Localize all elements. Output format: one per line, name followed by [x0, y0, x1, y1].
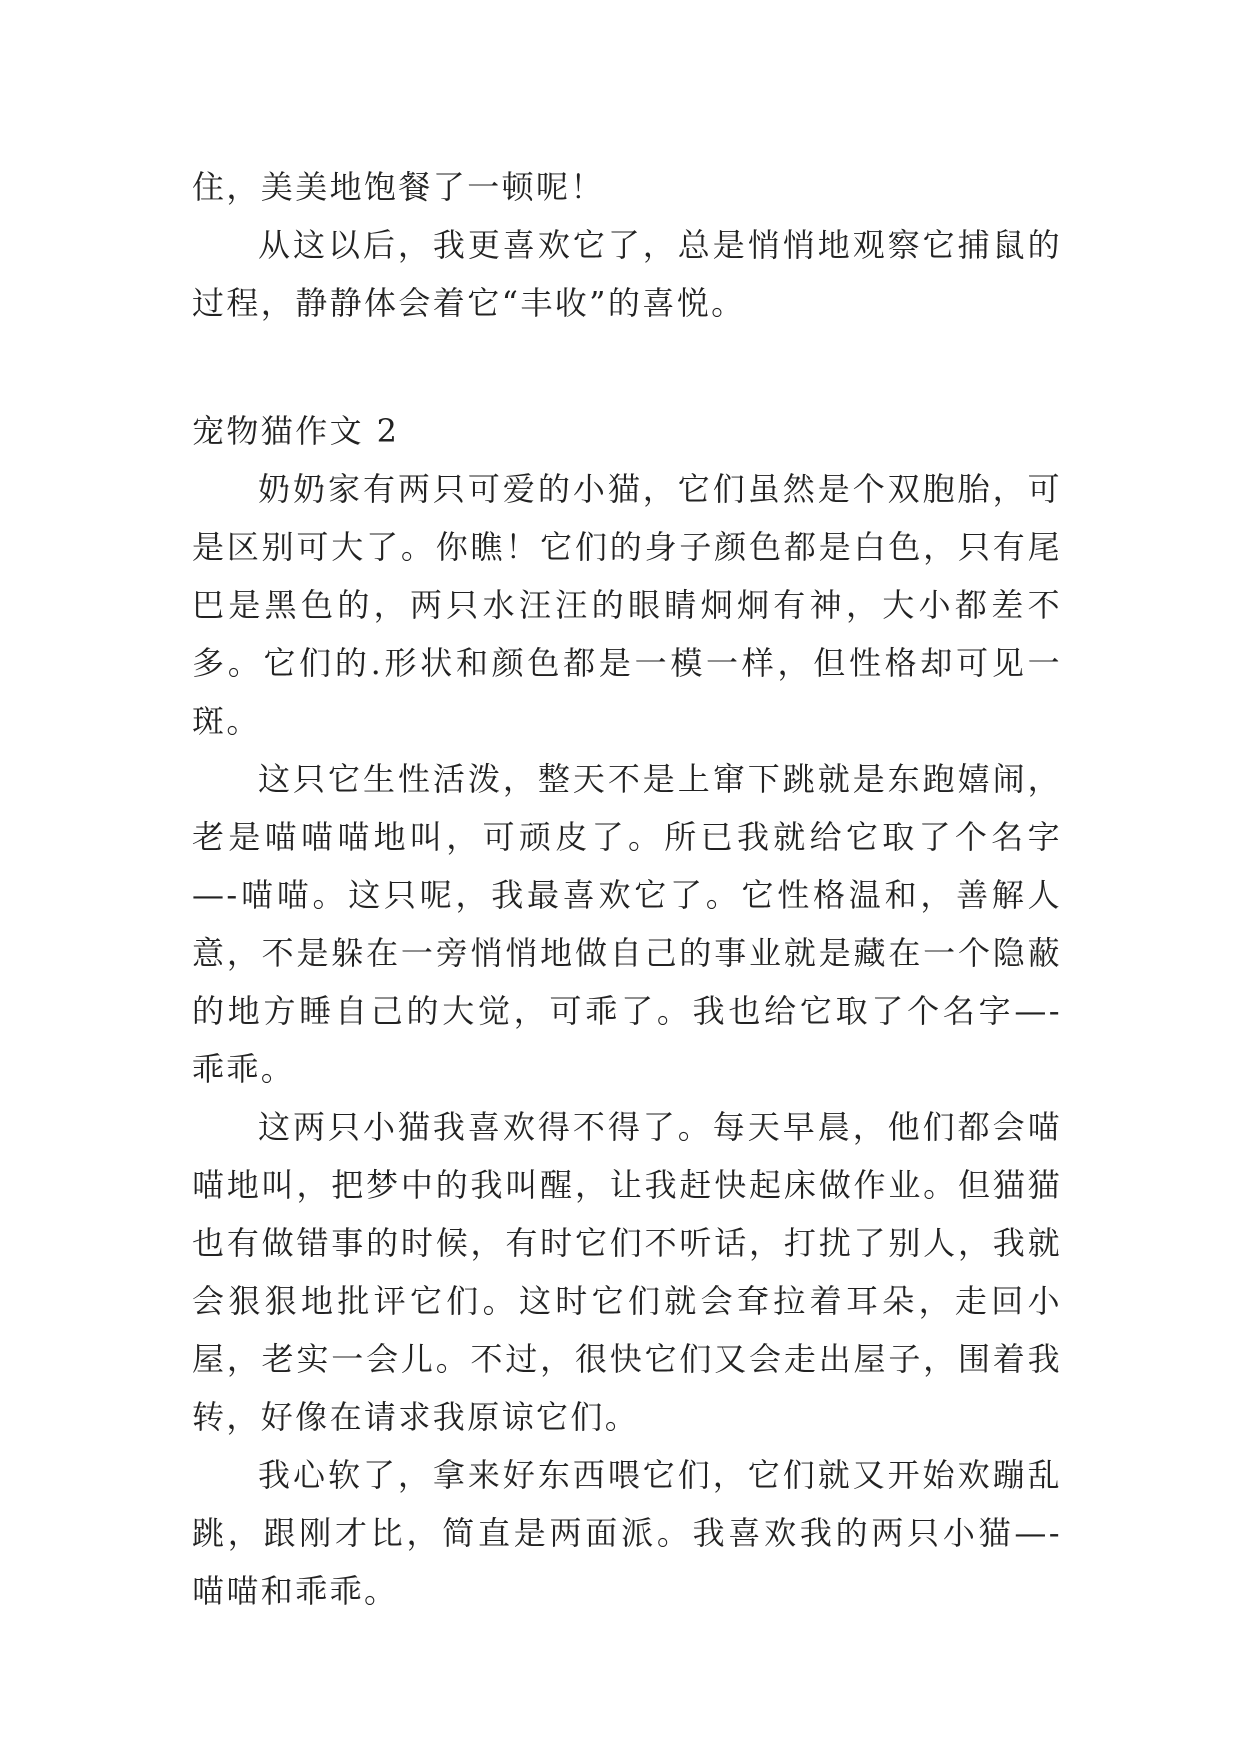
- document-body: [192, 158, 1062, 1620]
- paragraph-4: 我心软了，拿来好东西喂它们，它们就又开始欢蹦乱跳，跟刚才比，简直是两面派。我喜欢我的两只小猫—-喵喵和乖乖。: [192, 1456, 1062, 1610]
- section-gap: [192, 332, 1062, 402]
- paragraph-3: 这两只小猫我喜欢得不得了。每天早晨，他们都会喵喵地叫，把梦中的我叫醒，让我赶快起床做作业。但猫猫也有做错事的时候，有时它们不听话，打扰了别人，我就会狠狠地批评它们。这时它们就会耷拉着耳朵，走回小屋，老实一会儿。不过，很快它们又会走出屋子，围着我转，好像在请求我原谅它们。: [192, 1108, 1062, 1436]
- continuation-paragraph: 住，美美地饱餐了一顿呢！: [192, 168, 605, 206]
- paragraph-2: 这只它生性活泼，整天不是上窜下跳就是东跑嬉闹，老是喵喵喵地叫，可顽皮了。所已我就给它取了个名字—-喵喵。这只呢，我最喜欢它了。它性格温和，善解人意，不是躲在一旁悄悄地做自己的事业就是藏在一个隐蔽的地方睡自己的大觉，可乖了。我也给它取了个名字—-乖乖。: [192, 760, 1062, 1088]
- section-title: 宠物猫作文 2: [192, 412, 400, 450]
- paragraph-after-catching: 从这以后，我更喜欢它了，总是悄悄地观察它捕鼠的过程，静静体会着它“丰收”的喜悦。: [192, 226, 1062, 322]
- paragraph-1: 奶奶家有两只可爱的小猫，它们虽然是个双胞胎，可是区别可大了。你瞧！它们的身子颜色都是白色，只有尾巴是黑色的，两只水汪汪的眼睛炯炯有神，大小都差不多。它们的.形状和颜色都是一模一样，但性格却可见一斑。: [192, 470, 1062, 740]
